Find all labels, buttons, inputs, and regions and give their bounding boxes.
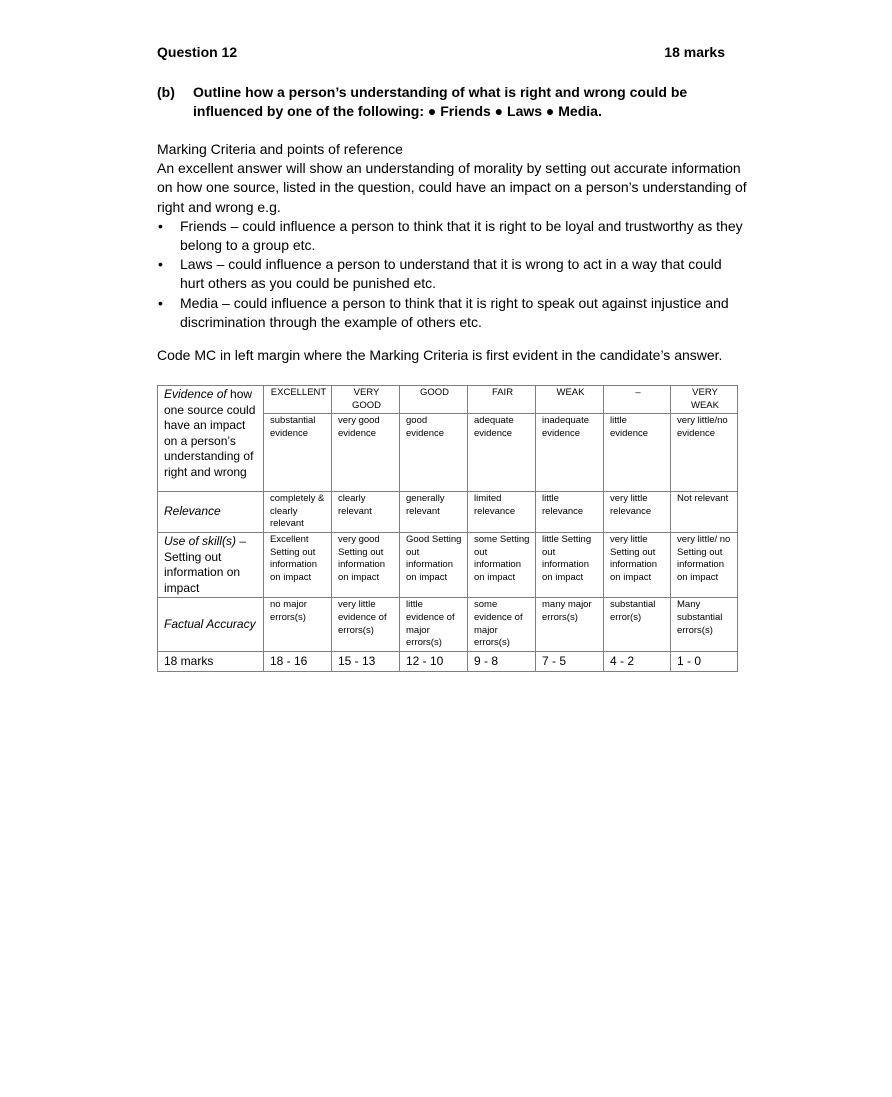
band-very-weak: VERY WEAK <box>671 386 738 414</box>
question-number: Question 12 <box>157 44 238 60</box>
band-fair: FAIR <box>468 386 536 414</box>
grid-cell: very little/ no Setting out information on impact <box>671 532 738 597</box>
grid-cell: very good Setting out information on impact <box>332 532 400 597</box>
grid-cell: Many substantial errors(s) <box>671 598 738 651</box>
marking-grid <box>157 385 738 672</box>
grid-cell: some Setting out information on impact <box>468 532 536 597</box>
grid-cell: substantial error(s) <box>604 598 671 651</box>
criteria-bullet-laws: • Laws – could influence a person to understand that it is wrong to act in a way that could hurt others as you could be punished etc. <box>157 255 747 293</box>
criteria-heading: Marking Criteria and points of reference <box>157 141 403 157</box>
row-label-relevance: Relevance <box>158 492 264 533</box>
band-good: GOOD <box>400 386 468 414</box>
grid-cell: no major errors(s) <box>264 598 332 651</box>
band-very-good: VERY GOOD <box>332 386 400 414</box>
marks-range: 15 - 13 <box>332 651 400 671</box>
criteria-bullet-friends: • Friends – could influence a person to think that it is right to be loyal and trustworthy as they belong to a group etc. <box>157 217 747 255</box>
mc-margin-note: Code MC in left margin where the Marking Criteria is first evident in the candidate’s answer. <box>157 347 723 363</box>
criteria-intro: An excellent answer will show an understanding of morality by setting out accurate information on how one source, listed in the question, could have an impact on a person’s understanding of right and wrong e.g. <box>157 160 747 215</box>
question-part-label: (b) <box>157 84 175 100</box>
grid-cell: good evidence <box>400 414 468 492</box>
grid-cell: generally relevant <box>400 492 468 533</box>
marks-range: 9 - 8 <box>468 651 536 671</box>
grid-cell: substantial evidence <box>264 414 332 492</box>
grid-cell: Not relevant <box>671 492 738 533</box>
grid-cell: some evidence of major errors(s) <box>468 598 536 651</box>
grid-row-skills <box>158 532 738 597</box>
grid-row-relevance <box>158 492 738 533</box>
grid-cell: limited relevance <box>468 492 536 533</box>
row-label-evidence: Evidence of how one source could have an impact on a person’s understanding of right and wrong <box>158 386 264 492</box>
grid-cell: very little relevance <box>604 492 671 533</box>
grid-cell: Excellent Setting out information on impact <box>264 532 332 597</box>
grid-cell: inadequate evidence <box>536 414 604 492</box>
grid-cell: very good evidence <box>332 414 400 492</box>
grid-cell: little evidence of major errors(s) <box>400 598 468 651</box>
grid-cell: little Setting out information on impact <box>536 532 604 597</box>
band-weak: WEAK <box>536 386 604 414</box>
marks-range: 12 - 10 <box>400 651 468 671</box>
grid-cell: little evidence <box>604 414 671 492</box>
grid-row-accuracy <box>158 598 738 651</box>
grid-cell: clearly relevant <box>332 492 400 533</box>
band-dash: – <box>604 386 671 414</box>
grid-cell: very little Setting out information on impact <box>604 532 671 597</box>
grid-cell: little relevance <box>536 492 604 533</box>
marks-range: 1 - 0 <box>671 651 738 671</box>
criteria-bullet-media: • Media – could influence a person to think that it is right to speak out against injustice and discrimination through the example of others etc. <box>157 294 747 332</box>
grid-cell: completely & clearly relevant <box>264 492 332 533</box>
criteria-bullet-list <box>157 217 747 332</box>
marking-criteria <box>157 140 747 332</box>
row-label-skills: Use of skill(s) – Setting out information on impact <box>158 532 264 597</box>
question-header <box>157 44 725 64</box>
grid-cell: adequate evidence <box>468 414 536 492</box>
question-text: Outline how a person’s understanding of what is right and wrong could be influenced by one of the following: ● Friends ● Laws ● Media. <box>193 84 688 119</box>
grid-row-evidence <box>158 386 738 414</box>
grid-cell: very little/no evidence <box>671 414 738 492</box>
row-label-accuracy: Factual Accuracy <box>158 598 264 651</box>
marks-range: 7 - 5 <box>536 651 604 671</box>
grid-cell: very little evidence of errors(s) <box>332 598 400 651</box>
marks-range: 4 - 2 <box>604 651 671 671</box>
marks-range: 18 - 16 <box>264 651 332 671</box>
grid-row-marks <box>158 651 738 671</box>
grid-cell: many major errors(s) <box>536 598 604 651</box>
marks-row-label: 18 marks <box>158 651 264 671</box>
band-excellent: EXCELLENT <box>264 386 332 414</box>
grid-cell: Good Setting out information on impact <box>400 532 468 597</box>
question-marks: 18 marks <box>664 44 725 60</box>
